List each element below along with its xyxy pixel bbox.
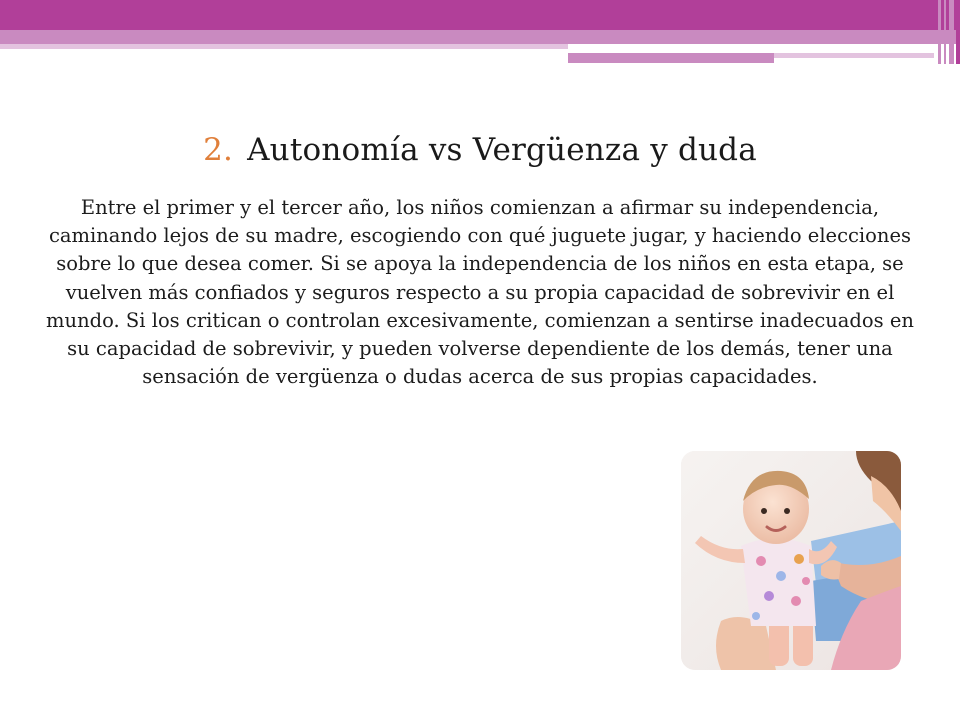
header-stripe: [949, 0, 954, 64]
header-band-lower: [0, 30, 960, 44]
title-number: 2.: [203, 132, 234, 168]
header-stripe: [938, 0, 941, 64]
header-tab: [568, 53, 774, 63]
title-text: Autonomía vs Vergüenza y duda: [247, 132, 757, 168]
header-band-thin: [0, 44, 570, 49]
slide-title: [0, 132, 960, 168]
photo-illustration: [681, 451, 901, 670]
header-tab-2: [774, 53, 934, 58]
slide-body-text: Entre el primer y el tercer año, los niños comienzan a afirmar su independencia, caminando lejos de su madre, escogiendo con qué juguete jugar, y haciendo elecciones sobre lo que desea comer. Si se apoya la independencia de los niños en esta etapa, se vuelven más confiados y seguros respecto a su propia capacidad de sobrevivir en el mundo. Si los critican o controlan excesivamente, comienzan a sentirse inadecuados en su capacidad de sobrevivir, y pueden volverse dependiente de los demás, tener una sensación de vergüenza o dudas acerca de sus propias capacidades.: [46, 196, 914, 389]
header-stripe: [944, 0, 946, 64]
header-band-top: [0, 0, 960, 30]
header-stripe: [956, 0, 960, 64]
toddler-walking-photo: [681, 451, 901, 670]
